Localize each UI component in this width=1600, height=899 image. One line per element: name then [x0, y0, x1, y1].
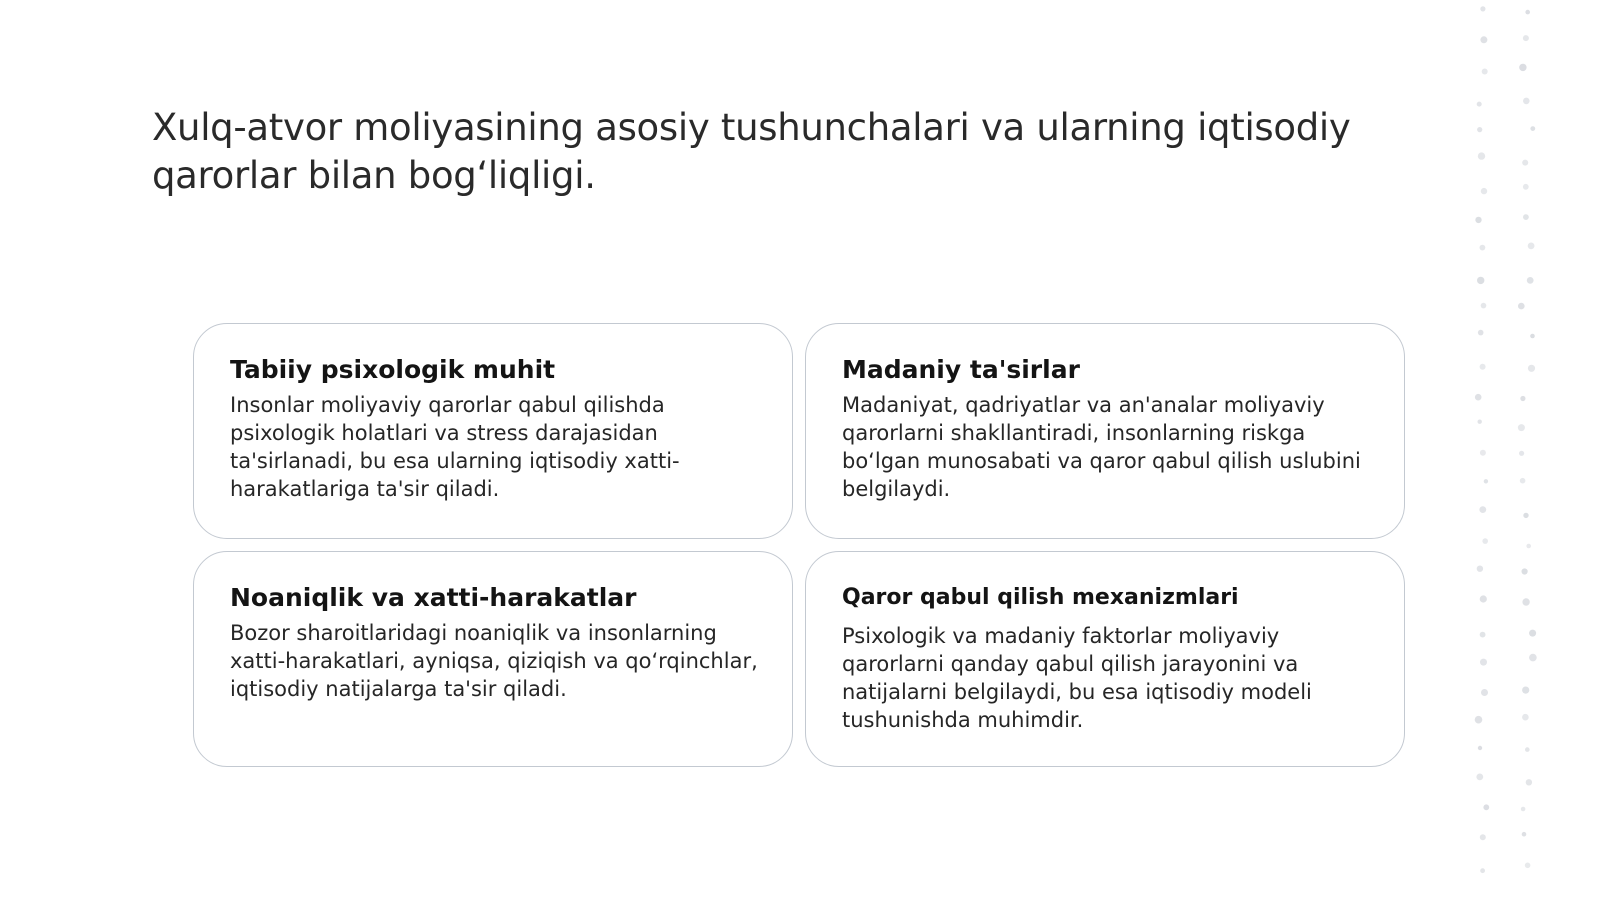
- decorative-dot: [1481, 188, 1487, 194]
- decorative-dot: [1529, 630, 1536, 637]
- concept-card-psychological-environment: [193, 323, 793, 539]
- decorative-dot: [1523, 98, 1530, 105]
- card-body: Insonlar moliyaviy qarorlar qabul qilishda psixologik holatlari va stress darajasidan ta'sirlanadi, bu esa ularning iqtisodiy xatti-harakatlariga ta'sir qiladi.: [230, 393, 680, 501]
- card-heading: Noaniqlik va xatti-harakatlar: [230, 583, 637, 612]
- decorative-dot: [1478, 420, 1482, 424]
- decorative-dot: [1525, 10, 1530, 15]
- decorative-dot: [1480, 364, 1486, 370]
- decorative-dot: [1480, 834, 1486, 840]
- decorative-dot: [1481, 689, 1488, 696]
- decorative-dot: [1479, 506, 1486, 513]
- decorative-dot: [1480, 36, 1487, 43]
- decorative-dot: [1480, 868, 1485, 873]
- card-heading: Madaniy ta'sirlar: [842, 355, 1080, 384]
- decorative-dot: [1523, 35, 1529, 41]
- decorative-dot: [1527, 277, 1534, 284]
- decorative-dot: [1522, 687, 1529, 694]
- decorative-dot: [1520, 478, 1526, 484]
- slide-title: Xulq-atvor moliyasining asosiy tushunchalari va ularning iqtisodiy qarorlar bilan bog‘liqligi.: [152, 106, 1351, 197]
- decorative-dot: [1480, 450, 1486, 456]
- decorative-dot: [1476, 774, 1483, 781]
- decorative-dot: [1523, 184, 1529, 190]
- decorative-dot: [1480, 632, 1486, 638]
- decorative-dot: [1530, 126, 1535, 131]
- decorative-dot: [1523, 513, 1528, 518]
- decorative-dot: [1518, 424, 1525, 431]
- decorative-dot: [1482, 69, 1488, 75]
- decorative-dot: [1475, 394, 1482, 401]
- decorative-dot: [1530, 334, 1535, 339]
- decorative-dot: [1481, 303, 1487, 309]
- decorative-dot: [1526, 544, 1531, 549]
- decorative-dot: [1478, 746, 1482, 750]
- decorative-dot: [1528, 243, 1535, 250]
- card-body: Psixologik va madaniy faktorlar moliyaviy qarorlarni qanday qabul qilish jarayonini va natijalarni belgilaydi, bu esa iqtisodiy modeli tushunishda muhimdir.: [842, 624, 1312, 732]
- decorative-dot: [1480, 245, 1486, 251]
- decorative-dot: [1480, 659, 1487, 666]
- decorative-dot: [1484, 479, 1488, 483]
- decorative-dot: [1477, 566, 1483, 572]
- decorative-dot: [1480, 595, 1487, 602]
- concept-card-cultural-influences: [805, 323, 1405, 539]
- decorative-dot-pattern: [1455, 0, 1585, 899]
- decorative-dot: [1478, 152, 1485, 159]
- decorative-dot: [1483, 804, 1489, 810]
- decorative-dot: [1518, 303, 1525, 310]
- decorative-dot: [1520, 396, 1525, 401]
- decorative-dot: [1522, 160, 1528, 166]
- decorative-dot: [1528, 365, 1535, 372]
- decorative-dot: [1478, 330, 1484, 336]
- decorative-dot: [1519, 451, 1524, 456]
- decorative-dot: [1523, 214, 1529, 220]
- decorative-dot: [1522, 568, 1528, 574]
- decorative-dot: [1519, 64, 1526, 71]
- decorative-dot: [1477, 277, 1484, 284]
- decorative-dot: [1480, 6, 1485, 11]
- decorative-dot: [1522, 832, 1527, 837]
- decorative-dot: [1525, 747, 1530, 752]
- decorative-dot: [1477, 127, 1482, 132]
- decorative-dot: [1526, 779, 1532, 785]
- decorative-dot: [1522, 714, 1529, 721]
- card-heading: Tabiiy psixologik muhit: [230, 355, 556, 384]
- decorative-dot: [1522, 598, 1529, 605]
- decorative-dot: [1475, 716, 1483, 724]
- concept-card-decision-mechanisms: [805, 551, 1405, 767]
- card-body: Madaniyat, qadriyatlar va an'analar moliyaviy qarorlarni shakllantiradi, insonlarning riskga bo‘lgan munosabati va qaror qabul qilish uslubini belgilaydi.: [842, 393, 1361, 501]
- decorative-dot: [1525, 863, 1531, 869]
- decorative-dot: [1477, 102, 1482, 107]
- decorative-dot: [1475, 217, 1481, 223]
- card-body: Bozor sharoitlaridagi noaniqlik va insonlarning xatti-harakatlari, ayniqsa, qiziqish va qo‘rqinchlar, iqtisodiy natijalarga ta'sir qiladi.: [230, 621, 758, 701]
- concept-card-uncertainty-behavior: [193, 551, 793, 767]
- decorative-dot: [1529, 654, 1537, 662]
- decorative-dot: [1482, 538, 1488, 544]
- card-heading: Qaror qabul qilish mexanizmlari: [842, 585, 1239, 610]
- decorative-dot: [1521, 807, 1526, 812]
